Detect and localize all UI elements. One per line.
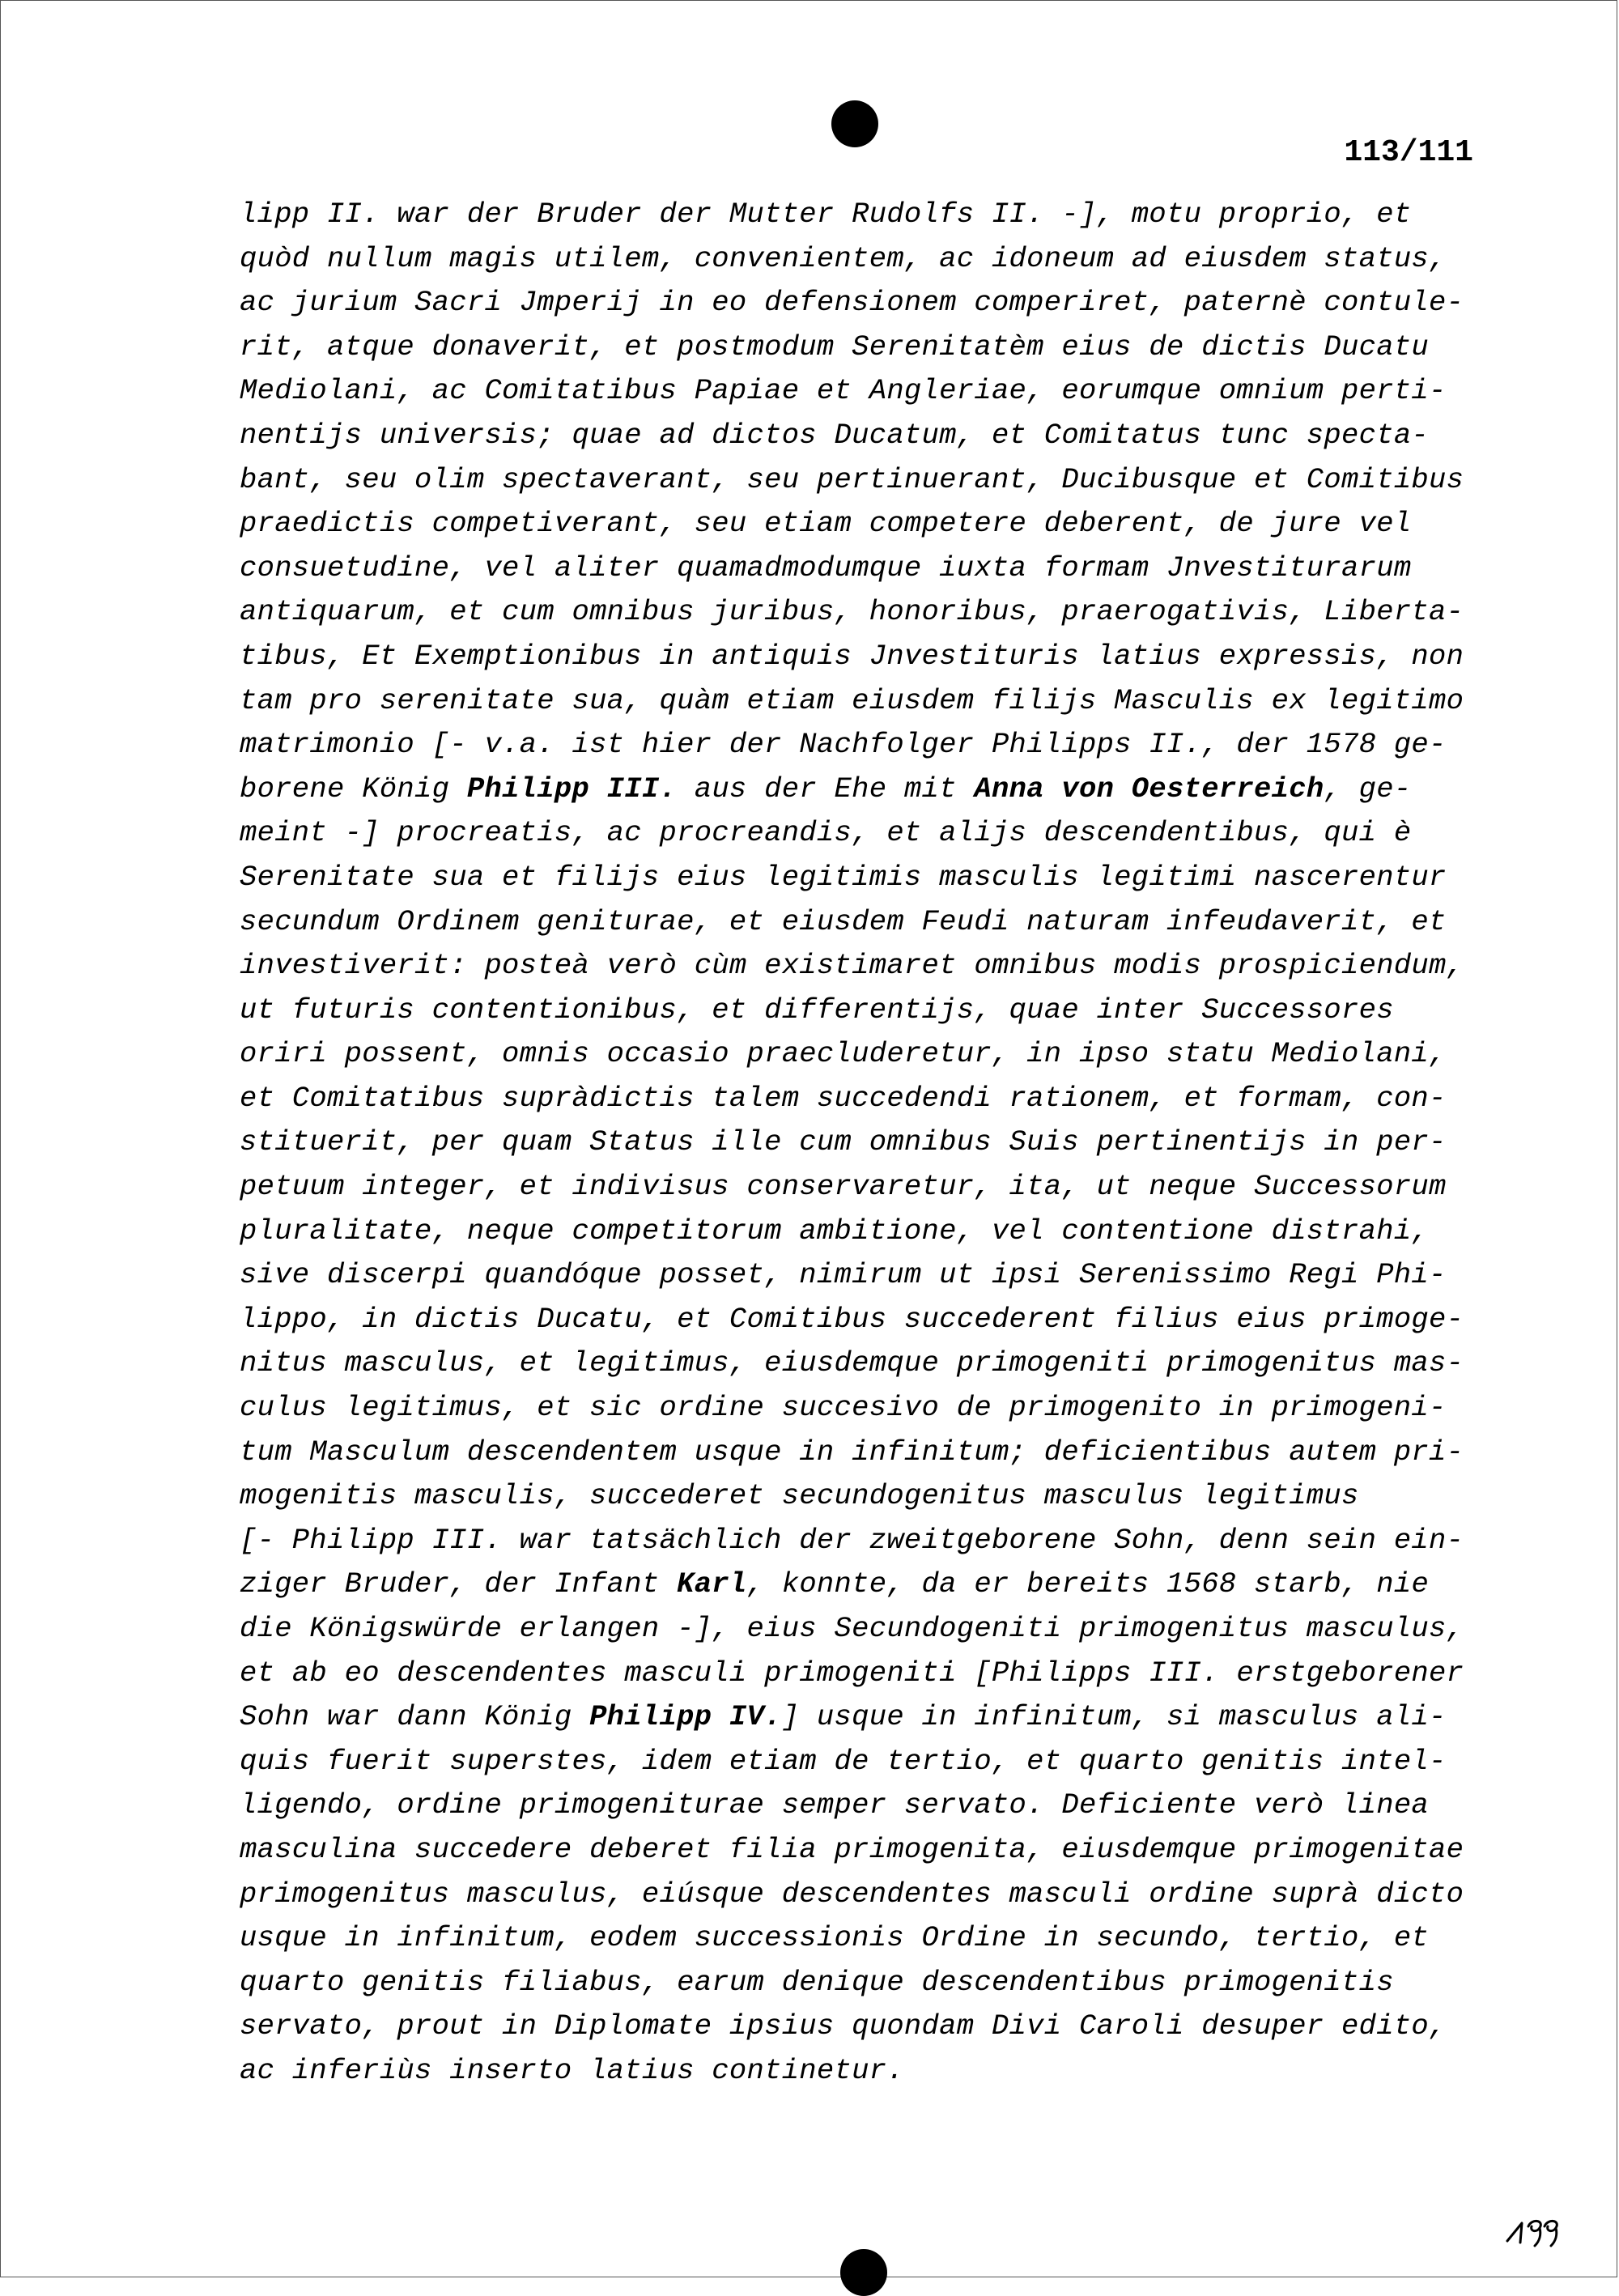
text-line [240,2005,1511,2049]
text-segment: quarto genitis filiabus, earum denique descendentibus primogenitis [240,1965,1394,1999]
text-segment: servato, prout in Diplomate ipsius quondam Divi Caroli desuper edito, [240,2009,1447,2043]
handwritten-folio-number [1504,2209,1569,2249]
text-line [240,1341,1511,1386]
punch-hole-top [831,100,878,147]
text-segment: sive discerpi quandóque posset, nimirum ut ipsi Serenissimo Regi Phi- [240,1258,1447,1292]
text-segment: oriri possent, omnis occasio praecluderetur, in ipso statu Mediolani, [240,1037,1447,1071]
text-line [240,1298,1511,1342]
text-line [240,1474,1511,1519]
text-line [240,1873,1511,1917]
text-line [240,1652,1511,1696]
text-segment: masculina succedere deberet filia primogenita, eiusdemque primogenitae [240,1832,1464,1866]
text-line [240,1431,1511,1475]
text-segment: primogenitus masculus, eiúsque descendentes masculi ordine suprà dicto [240,1877,1464,1911]
text-segment: praedictis competiverant, seu etiam competere deberent, de jure vel [240,507,1412,541]
text-segment: ut futuris contentionibus, et differentijs, quae inter Successores [240,993,1394,1027]
text-line [240,1386,1511,1431]
text-line [240,1695,1511,1740]
text-segment: lipp II. war der Bruder der Mutter Rudolfs II. -], motu proprio, et [240,198,1412,231]
bold-name: Karl [677,1567,747,1601]
text-line [240,590,1511,635]
text-segment: tibus, Et Exemptionibus in antiquis Jnvestituris latius expressis, non [240,639,1464,673]
text-line [240,1916,1511,1961]
text-segment: petuum integer, et indivisus conservaretur, ita, ut neque Successorum [240,1170,1447,1204]
text-line [240,856,1511,900]
text-line [240,1607,1511,1652]
text-segment: , ge- [1324,772,1412,806]
text-segment: mogenitis masculis, succederet secundogenitus masculus legitimus [240,1479,1359,1513]
text-line [240,369,1511,414]
text-segment: lippo, in dictis Ducatu, et Comitibus succederent filius eius primoge- [240,1302,1464,1336]
text-line [240,1961,1511,2005]
text-segment: tum Masculum descendentem usque in infinitum; deficientibus autem pri- [240,1435,1464,1469]
document-body [240,193,1511,2094]
bold-name: Philipp III. [466,772,678,806]
text-line [240,989,1511,1033]
text-line [240,458,1511,503]
text-segment: usque in infinitum, eodem successionis Ordine in secundo, tertio, et [240,1921,1430,1955]
text-segment: rit, atque donaverit, et postmodum Serenitatèm eius de dictis Ducatu [240,330,1430,364]
text-line [240,811,1511,856]
bold-name: Philipp IV. [589,1700,782,1734]
text-line [240,1563,1511,1607]
text-line [240,502,1511,546]
text-line [240,1032,1511,1077]
text-line [240,1740,1511,1784]
text-segment: die Königswürde erlangen -], eius Secundogeniti primogenitus masculus, [240,1612,1464,1645]
text-line [240,1077,1511,1121]
text-line [240,723,1511,767]
text-segment: culus legitimus, et sic ordine succesivo de primogenito in primogeni- [240,1391,1447,1425]
text-segment: quòd nullum magis utilem, convenientem, ac idoneum ad eiusdem status, [240,241,1447,275]
text-line [240,193,1511,237]
text-segment: ligendo, ordine primogeniturae semper servato. Deficiente verò linea [240,1788,1430,1822]
text-segment: ac jurium Sacri Jmperij in eo defensionem comperiret, paternè contule- [240,286,1464,320]
text-segment: nentijs universis; quae ad dictos Ducatum, et Comitatus tunc specta- [240,418,1430,452]
text-segment: et Comitatibus supràdictis talem succedendi rationem, et formam, con- [240,1081,1447,1115]
text-segment: [- Philipp III. war tatsächlich der zweitgeborene Sohn, denn sein ein- [240,1523,1464,1557]
text-segment: antiquarum, et cum omnibus juribus, honoribus, praerogativis, Liberta- [240,595,1464,629]
text-segment: secundum Ordinem geniturae, et eiusdem Feudi naturam infeudaverit, et [240,904,1447,938]
text-line [240,1253,1511,1298]
text-line [240,1519,1511,1563]
text-line [240,237,1511,282]
text-line [240,2049,1511,2094]
text-segment: ] usque in infinitum, si masculus ali- [781,1700,1447,1734]
text-segment: stituerit, per quam Status ille cum omnibus Suis pertinentijs in per- [240,1125,1447,1159]
text-line [240,635,1511,679]
text-line [240,679,1511,724]
text-segment: et ab eo descendentes masculi primogeniti [Philipps III. erstgeborener [240,1656,1464,1690]
text-line [240,1784,1511,1828]
text-segment: pluralitate, neque competitorum ambitione, vel contentione distrahi, [240,1214,1430,1248]
text-segment: investiverit: posteà verò cùm existimaret omnibus modis prospiciendum, [240,949,1464,983]
text-segment: ac inferiùs inserto latius continetur. [240,2053,904,2087]
text-segment: Serenitate sua et filijs eius legitimis masculis legitimi nascerentur [240,860,1447,894]
punch-hole-bottom [840,2249,887,2296]
text-segment: quis fuerit superstes, idem etiam de tertio, et quarto genitis intel- [240,1744,1447,1778]
text-line [240,414,1511,458]
text-line [240,1120,1511,1165]
text-segment: tam pro serenitate sua, quàm etiam eiusdem filijs Masculis ex legitimo [240,683,1464,717]
text-segment: Mediolani, ac Comitatibus Papiae et Angleriae, eorumque omnium perti- [240,374,1447,408]
text-line [240,900,1511,945]
text-segment: nitus masculus, et legitimus, eiusdemque primogeniti primogenitus mas- [240,1346,1464,1380]
text-line [240,767,1511,812]
text-segment: bant, seu olim spectaverant, seu pertinuerant, Ducibusque et Comitibus [240,462,1464,496]
page-reference-number: 113/111 [1344,135,1473,170]
text-line [240,1828,1511,1873]
text-segment: Sohn war dann König [240,1700,590,1734]
text-segment: ziger Bruder, der Infant [240,1567,678,1601]
text-line [240,325,1511,370]
text-segment: matrimonio [- v.a. ist hier der Nachfolger Philipps II., der 1578 ge- [240,728,1447,762]
text-segment: meint -] procreatis, ac procreandis, et alijs descendentibus, qui è [240,816,1412,850]
text-segment: , konnte, da er bereits 1568 starb, nie [746,1567,1430,1601]
text-line [240,1165,1511,1210]
text-line [240,281,1511,325]
text-segment: aus der Ehe mit [677,772,975,806]
text-segment: consuetudine, vel aliter quamadmodumque iuxta formam Jnvestiturarum [240,551,1412,585]
text-line [240,546,1511,591]
bold-name: Anna von Oesterreich [974,772,1324,806]
text-line [240,1210,1511,1254]
text-segment: borene König [240,772,467,806]
text-line [240,944,1511,989]
